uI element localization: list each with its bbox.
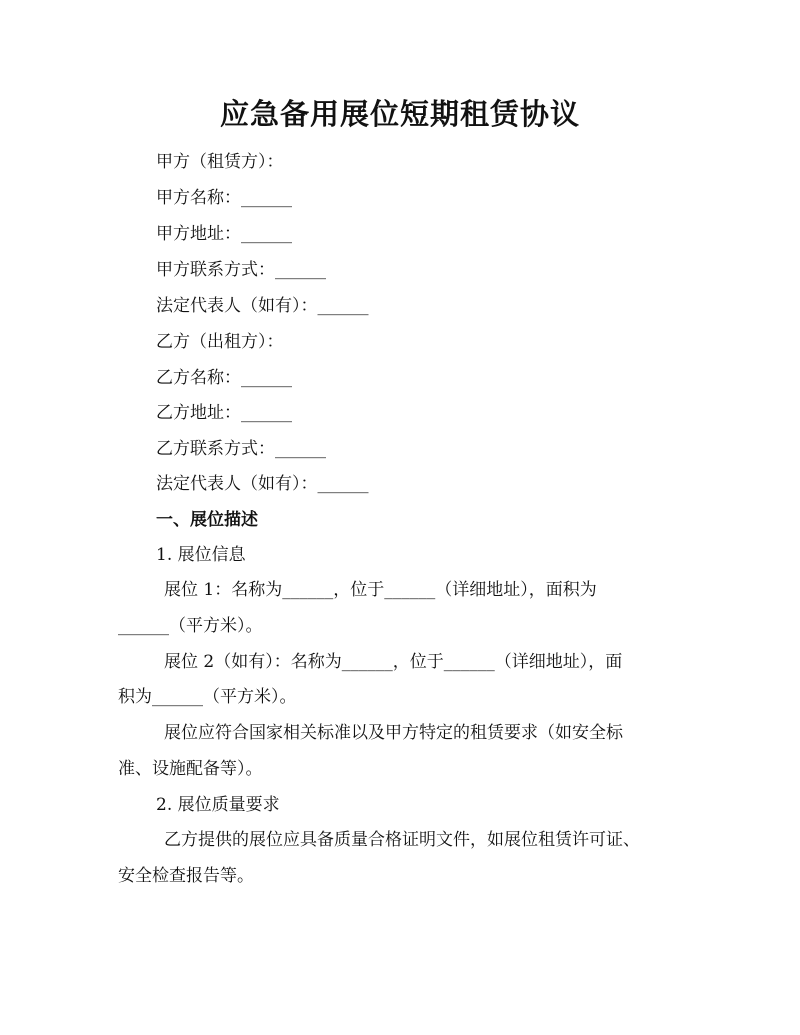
standard-line1: 展位应符合国家相关标准以及甲方特定的租赁要求（如安全标: [164, 723, 623, 743]
section1-sub2: 2. 展位质量要求: [156, 795, 280, 815]
booth1-line2: ______（平方米）。: [118, 616, 263, 636]
quality-line2: 安全检查报告等。: [118, 866, 254, 886]
party-a-legal-rep: 法定代表人（如有）：______: [156, 296, 369, 316]
quality-line1: 乙方提供的展位应具备质量合格证明文件，如展位租赁许可证、: [164, 830, 640, 850]
booth1-line1: 展位 1：名称为______，位于______（详细地址），面积为: [164, 580, 597, 600]
section1-heading: 一、展位描述: [156, 510, 258, 530]
party-b-address: 乙方地址：______: [156, 403, 292, 423]
booth2-line2: 积为______（平方米）。: [118, 687, 297, 707]
party-a-address: 甲方地址：______: [156, 224, 292, 244]
party-a-header: 甲方（租赁方）：: [156, 152, 284, 172]
booth2-line1: 展位 2（如有）：名称为______，位于______（详细地址），面: [164, 652, 623, 672]
party-a-name: 甲方名称：______: [156, 188, 292, 208]
standard-line2: 准、设施配备等）。: [118, 759, 263, 779]
party-b-legal-rep: 法定代表人（如有）：______: [156, 474, 369, 494]
party-b-name: 乙方名称：______: [156, 368, 292, 388]
party-b-header: 乙方（出租方）：: [156, 332, 284, 352]
section1-sub1: 1. 展位信息: [156, 545, 246, 565]
party-a-contact: 甲方联系方式：______: [156, 260, 326, 280]
party-b-contact: 乙方联系方式：______: [156, 439, 326, 459]
document-title: 应急备用展位短期租赁协议: [219, 97, 580, 131]
